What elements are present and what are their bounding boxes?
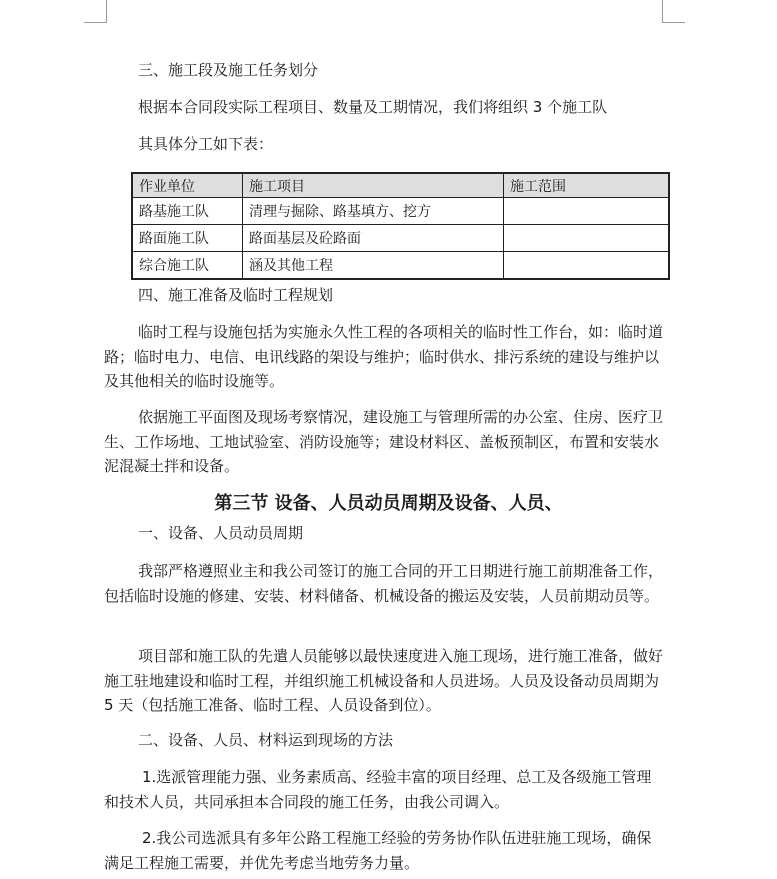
paragraph: 2.我公司选派具有多年公路工程施工经验的劳务协作队伍进驻施工现场，确保满足工程施工需要，并优先考虑当地劳务力量。 bbox=[104, 829, 652, 872]
table-cell bbox=[504, 252, 670, 280]
crop-mark-top-left bbox=[84, 0, 107, 23]
section-heading-4: 四、施工准备及临时工程规划 bbox=[138, 286, 334, 304]
table-cell: 路面施工队 bbox=[132, 225, 243, 252]
table-header-cell: 作业单位 bbox=[132, 173, 243, 198]
paragraph: 依据施工平面图及现场考察情况，建设施工与管理所需的办公室、住房、医疗卫生、工作场地、工地试验室、消防设施等；建设材料区、盖板预制区，布置和安装水泥混凝土拌和设备。 bbox=[104, 408, 664, 475]
paragraph: 项目部和施工队的先遣人员能够以最快速度进入施工现场，进行施工准备，做好施工驻地建设和临时工程，并组织施工机械设备和人员进场。人员及设备动员周期为 5 天（包括施工准备、临时工程、人员设备到位）。 bbox=[104, 647, 664, 714]
table-row bbox=[132, 225, 669, 252]
paragraph: 临时工程与设施包括为实施永久性工程的各项相关的临时性工作台，如：临时道路；临时电力、电信、电讯线路的架设与维护；临时供水、排污系统的建设与维护以及其他相关的临时设施等。 bbox=[104, 323, 664, 390]
table-header-cell: 施工项目 bbox=[243, 173, 504, 198]
table-header-cell: 施工范围 bbox=[504, 173, 670, 198]
section-title: 第三节 设备、人员动员周期及设备、人员、 bbox=[214, 493, 563, 514]
table-cell bbox=[504, 198, 670, 225]
paragraph: 我部严格遵照业主和我公司签订的施工合同的开工日期进行施工前期准备工作，包括临时设施的修建、安装、材料储备、机械设备的搬运及安装，人员前期动员等。 bbox=[104, 562, 664, 605]
table-cell: 路基施工队 bbox=[132, 198, 243, 225]
table-row bbox=[132, 198, 669, 225]
table-row bbox=[132, 252, 669, 280]
table-cell: 涵及其他工程 bbox=[243, 252, 504, 280]
crop-mark-top-right bbox=[662, 0, 685, 23]
paragraph-line: 其具体分工如下表： bbox=[138, 135, 274, 153]
paragraph: 1.选派管理能力强、业务素质高、经验丰富的项目经理、总工及各级施工管理和技术人员，共同承担本合同段的施工任务，由我公司调入。 bbox=[104, 768, 652, 811]
table-header-row bbox=[132, 173, 669, 198]
division-table bbox=[131, 172, 670, 280]
table-cell: 综合施工队 bbox=[132, 252, 243, 280]
subsection-heading-1: 一、设备、人员动员周期 bbox=[138, 524, 304, 542]
table-cell: 路面基层及砼路面 bbox=[243, 225, 504, 252]
paragraph-line: 根据本合同段实际工程项目、数量及工期情况，我们将组织 3 个施工队 bbox=[138, 98, 608, 116]
table-cell bbox=[504, 225, 670, 252]
subsection-heading-2: 二、设备、人员、材料运到现场的方法 bbox=[138, 731, 394, 749]
section-heading-3: 三、施工段及施工任务划分 bbox=[138, 61, 319, 79]
table-cell: 清理与掘除、路基填方、挖方 bbox=[243, 198, 504, 225]
